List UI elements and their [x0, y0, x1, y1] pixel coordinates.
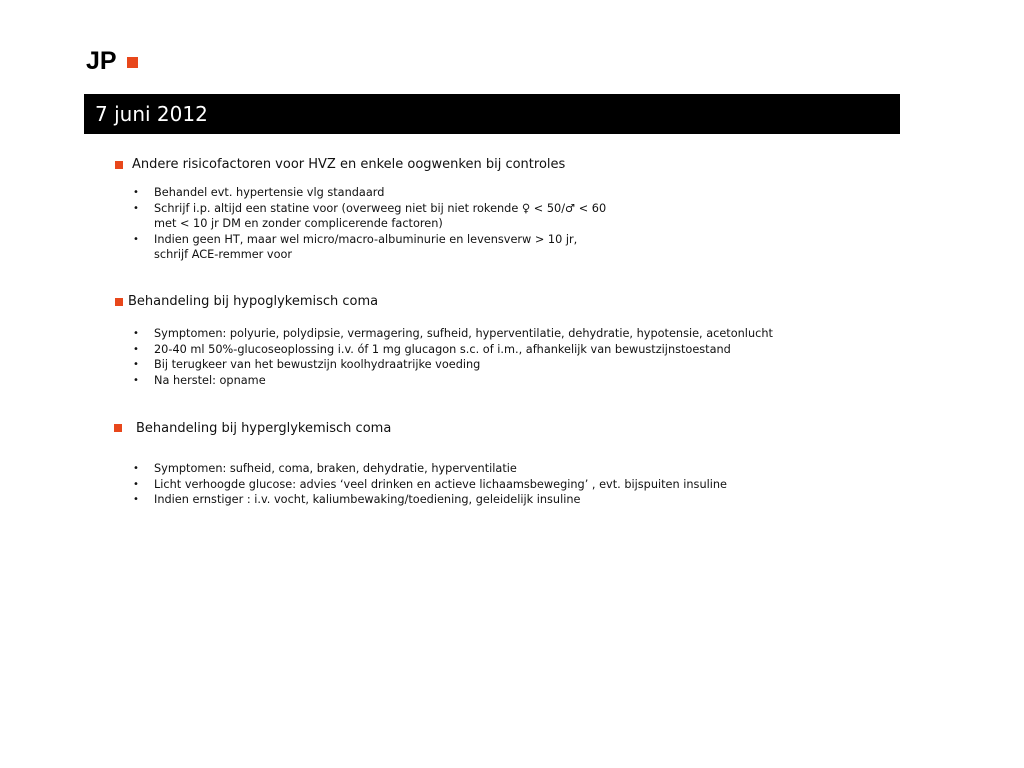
logo-text: JP — [86, 47, 117, 75]
list-item: 20-40 ml 50%-glucoseoplossing i.v. óf 1 mg glucagon s.c. of i.m., afhankelijk van bewustzijnstoestand — [154, 343, 731, 356]
bullet-icon: • — [133, 344, 139, 355]
list-item: Behandel evt. hypertensie vlg standaard — [154, 186, 385, 199]
list-item: Schrijf i.p. altijd een statine voor (overweeg niet bij niet rokende ♀ < 50/♂ < 60 — [154, 202, 607, 215]
list-item: Symptomen: sufheid, coma, braken, dehydratie, hyperventilatie — [154, 462, 517, 475]
bullet-icon: • — [133, 187, 139, 198]
bullet-icon: • — [133, 375, 139, 386]
square-bullet-icon — [127, 57, 138, 68]
bullet-icon: • — [133, 479, 139, 490]
list-item: Na herstel: opname — [154, 374, 266, 387]
list-item: Symptomen: polyurie, polydipsie, vermagering, sufheid, hyperventilatie, dehydratie, hypotensie, acetonlucht — [154, 327, 773, 340]
square-bullet-icon — [114, 424, 122, 432]
list-item: Licht verhoogde glucose: advies ‘veel drinken en actieve lichaamsbeweging’ , evt. bijspuiten insuline — [154, 478, 727, 491]
bullet-icon: • — [133, 463, 139, 474]
bullet-icon: • — [133, 328, 139, 339]
bullet-icon: • — [133, 203, 139, 214]
list-item: Indien ernstiger : i.v. vocht, kaliumbewaking/toediening, geleidelijk insuline — [154, 493, 581, 506]
list-item: Bij terugkeer van het bewustzijn koolhydraatrijke voeding — [154, 358, 481, 371]
date-title: 7 juni 2012 — [95, 102, 208, 126]
bullet-icon: • — [133, 234, 139, 245]
section-heading: Behandeling bij hypoglykemisch coma — [128, 294, 379, 309]
list-item: Indien geen HT, maar wel micro/macro-albuminurie en levensverw > 10 jr, — [154, 233, 578, 246]
section-heading: Andere risicofactoren voor HVZ en enkele oogwenken bij controles — [132, 157, 566, 172]
bullet-icon: • — [133, 359, 139, 370]
bullet-icon: • — [133, 494, 139, 505]
list-item-continuation: schrijf ACE-remmer voor — [154, 248, 293, 261]
list-item-continuation: met < 10 jr DM en zonder complicerende factoren) — [154, 217, 443, 230]
square-bullet-icon — [115, 298, 123, 306]
date-banner — [84, 94, 900, 134]
section-heading: Behandeling bij hyperglykemisch coma — [136, 421, 392, 436]
square-bullet-icon — [115, 161, 123, 169]
logo — [86, 44, 138, 78]
